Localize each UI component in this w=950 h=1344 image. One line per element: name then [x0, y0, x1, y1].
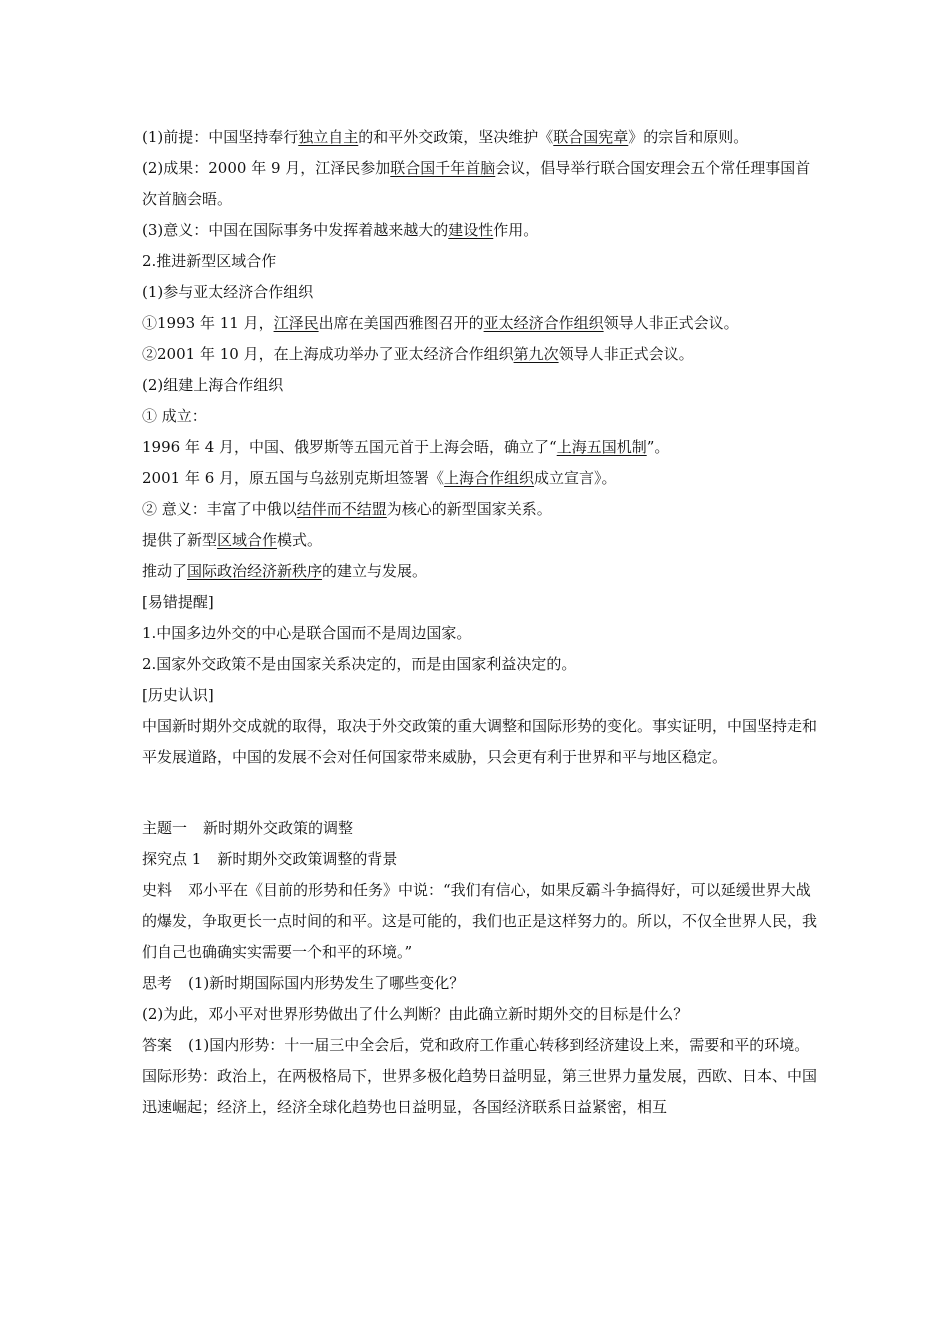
- answer-paragraph-1: 答案 (1)国内形势：十一届三中全会后，党和政府工作重心转移到经济建设上来，需要和平的环境。: [142, 1036, 810, 1054]
- underlined-term: 区域合作: [217, 531, 278, 549]
- premise-line: (1)前提：中国坚持奉行独立自主的和平外交政策，坚决维护《联合国宪章》的宗旨和原则。: [142, 128, 749, 146]
- point-heading: 探究点 1 新时期外交政策调整的背景: [142, 850, 398, 868]
- underlined-term: 联合国宪章: [553, 128, 629, 146]
- underlined-term: 上海五国机制: [556, 438, 647, 456]
- underlined-term: 亚太经济合作组织: [483, 314, 604, 332]
- underlined-term: 建设性: [448, 221, 494, 239]
- section-heading: 2.推进新型区域合作: [142, 252, 277, 270]
- think-question-2: (2)为此，邓小平对世界形势做出了什么判断？由此确立新时期外交的目标是什么？: [142, 1005, 689, 1023]
- tip-item: 2.国家外交政策不是由国家关系决定的，而是由国家利益决定的。: [142, 655, 577, 673]
- result-line: (2)成果：2000 年 9 月，江泽民参加联合国千年首脑会议，倡导举行联合国安理会五个常任理事国首次首脑会晤。: [142, 159, 811, 208]
- subsection-heading: (2)组建上海合作组织: [142, 376, 284, 394]
- underlined-term: 联合国千年首脑: [390, 159, 496, 177]
- spacer: [142, 773, 822, 813]
- apec-item-2: ②2001 年 10 月，在上海成功举办了亚太经济合作组织第九次领导人非正式会议。: [142, 345, 694, 363]
- underlined-term: 结伴而不结盟: [296, 500, 387, 518]
- subsection-heading: (1)参与亚太经济合作组织: [142, 283, 314, 301]
- tips-heading: [易错提醒]: [142, 593, 214, 611]
- underlined-term: 上海合作组织: [444, 469, 535, 487]
- underlined-term: 独立自主: [298, 128, 359, 146]
- history-heading: [历史认识]: [142, 686, 214, 704]
- significance-line: (3)意义：中国在国际事务中发挥着越来越大的建设性作用。: [142, 221, 539, 239]
- sco-founding-2: 2001 年 6 月，原五国与乌兹别克斯坦签署《上海合作组织成立宣言》。: [142, 469, 617, 487]
- history-paragraph: 中国新时期外交成就的取得，取决于外交政策的重大调整和国际形势的变化。事实证明，中国坚持走和平发展道路，中国的发展不会对任何国家带来威胁，只会更有利于世界和平与地区稳定。: [142, 717, 818, 766]
- answer-paragraph-2: 国际形势：政治上，在两极格局下，世界多极化趋势日益明显，第三世界力量发展，西欧、日本、中国迅速崛起；经济上，经济全球化趋势也日益明显，各国经济联系日益紧密，相互: [142, 1067, 818, 1116]
- document-page: [142, 122, 822, 1123]
- think-question-1: 思考 (1)新时期国际国内形势发生了哪些变化？: [142, 974, 465, 992]
- sco-founding-1: 1996 年 4 月，中国、俄罗斯等五国元首于上海会晤，确立了“上海五国机制”。: [142, 438, 670, 456]
- apec-item-1: ①1993 年 11 月，江泽民出席在美国西雅图召开的亚太经济合作组织领导人非正式会议。: [142, 314, 739, 332]
- sco-significance-2: 提供了新型区域合作模式。: [142, 531, 323, 549]
- sco-significance-1: ② 意义：丰富了中俄以结伴而不结盟为核心的新型国家关系。: [142, 500, 552, 518]
- underlined-term: 国际政治经济新秩序: [187, 562, 323, 580]
- sco-founding-head: ① 成立：: [142, 407, 207, 425]
- source-paragraph: 史料 邓小平在《目前的形势和任务》中说：“我们有信心，如果反霸斗争搞得好，可以延缓世界大战的爆发，争取更长一点时间的和平。这是可能的，我们也正是这样努力的。所以，不仅全世界人民，我们自己也确确实实需要一个和平的环境。”: [142, 881, 818, 961]
- tip-item: 1.中国多边外交的中心是联合国而不是周边国家。: [142, 624, 472, 642]
- underlined-term: 第九次: [513, 345, 559, 363]
- underlined-term: 江泽民: [273, 314, 319, 332]
- sco-significance-3: 推动了国际政治经济新秩序的建立与发展。: [142, 562, 428, 580]
- topic-heading: 主题一 新时期外交政策的调整: [142, 819, 354, 837]
